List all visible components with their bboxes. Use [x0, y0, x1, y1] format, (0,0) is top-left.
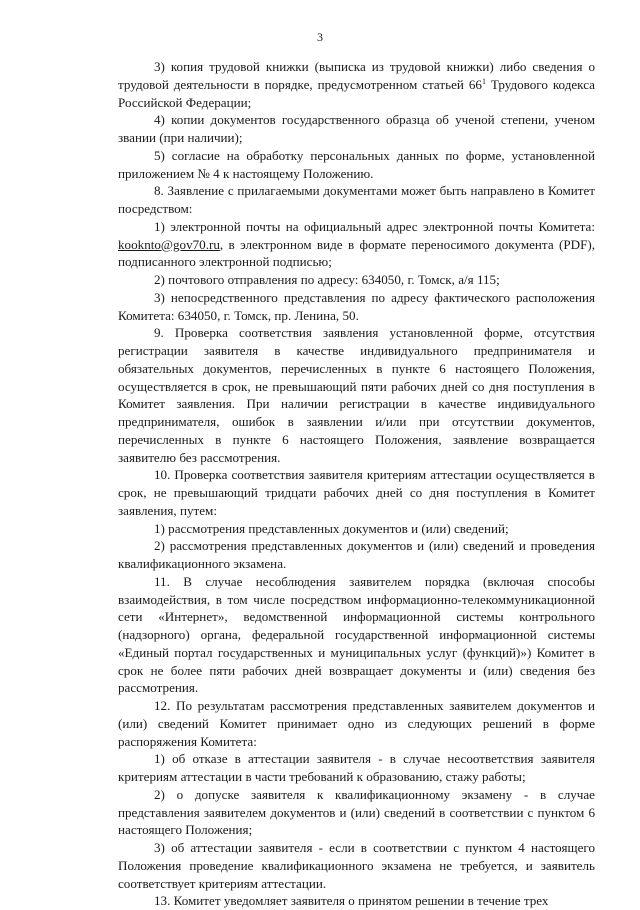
paragraph-p2 [118, 111, 595, 147]
paragraph-p11 [118, 537, 595, 573]
paragraph-p5 [118, 218, 595, 271]
paragraph-text: 1) электронной почты на официальный адрес электронной почты Комитета: [154, 218, 595, 234]
paragraph-p16 [118, 839, 595, 892]
paragraph-p8 [118, 324, 595, 466]
paragraph-p4 [118, 182, 595, 218]
paragraph-text: 1) об отказе в аттестации заявителя - в случае несоответствия заявителя критериям аттестации в части требований к образованию, стажу работы; [118, 751, 595, 784]
paragraph-text: 2) о допуске заявителя к квалификационному экзамену - в случае представления заявителем документов и (или) сведений в соответствии с пунктом 6 настоящего Положения; [118, 786, 595, 838]
paragraph-p9 [118, 466, 595, 519]
paragraph-p17 [118, 892, 595, 910]
paragraph-p10 [118, 520, 595, 538]
paragraph-p12 [118, 573, 595, 697]
footnote-superscript: 1 [481, 76, 486, 86]
paragraph-text: 2) почтового отправления по адресу: 634050, г. Томск, а/я 115; [154, 272, 500, 287]
paragraph-p6 [118, 271, 595, 289]
paragraph-p7 [118, 289, 595, 325]
paragraph-text: 13. Комитет уведомляет заявителя о принятом решении в течение трех [154, 893, 549, 909]
paragraph-text: 10. Проверка соответствия заявителя критериям аттестации осуществляется в срок, не превышающий тридцати рабочих дней со дня поступления в Комитет заявления, путем: [118, 467, 595, 518]
paragraph-text: 12. По результатам рассмотрения представленных заявителем документов и (или) сведений Комитет принимает одно из следующих решений в форме распоряжения Комитета: [118, 698, 595, 749]
paragraph-text: 3) копия трудовой книжки (выписка из трудовой книжки) либо сведения о трудовой деятельности в порядке, предусмотренном статьей 66 [118, 59, 595, 92]
paragraph-text: , в электронном виде в формате переносимого документа (PDF), подписанного электронной подписью; [118, 236, 595, 270]
paragraph-text: 3) об аттестации заявителя - если в соответствии с пунктом 4 настоящего Положения проведение квалификационного экзамена не требуется, и заявитель соответствует критериям аттестации. [118, 840, 595, 891]
paragraph-p15 [118, 786, 595, 839]
paragraph-text: Трудового кодекса Российской Федерации; [118, 76, 595, 110]
paragraph-p13 [118, 697, 595, 750]
paragraph-text: 9. Проверка соответствия заявления установленной форме, отсутствия регистрации заявителя в качестве индивидуального предпринимателя и обязательных документов, перечисленных в пункте 6 настоящего Положения, осуществляется в срок, не превышающий пяти рабочих дней со дня поступления в Комитет заявления. При наличии регистрации в качестве индивидуального предпринимателя, ошибок в заявлении и/или при отсутствии документов, перечисленных в пункте 6 настоящего Положения, заявление возвращается заявителю без рассмотрения. [118, 325, 595, 465]
email-link[interactable]: kooknto@gov70.ru [118, 236, 220, 252]
paragraph-p14 [118, 750, 595, 786]
paragraph-text: 1) рассмотрения представленных документов и (или) сведений; [154, 520, 509, 536]
paragraph-text: 4) копии документов государственного образца об ученой степени, ученом звании (при наличии); [118, 112, 595, 145]
paragraph-text: 5) согласие на обработку персональных данных по форме, установленной приложением № 4 к настоящему Положению. [118, 147, 595, 181]
paragraph-text: 11. В случае несоблюдения заявителем порядка (включая способы взаимодействия, в том числе посредством информационно-телекоммуникационной сети «Интернет», ведомственной информационной системы контрольного (надзорного) органа, федеральной государственной информационной системы «Единый портал государственных и муниципальных услуг (функций)») Комитет в срок не более пяти рабочих дней возвращает документы и (или) сведения без рассмотрения. [118, 573, 595, 696]
document-body [118, 58, 595, 910]
page-number: 3 [317, 30, 323, 44]
paragraph-text: 8. Заявление с прилагаемыми документами может быть направлено в Комитет посредством: [118, 183, 595, 216]
paragraph-text: 3) непосредственного представления по адресу фактического расположения Комитета: 634050, г. Томск, пр. Ленина, 50. [118, 289, 595, 323]
paragraph-p3 [118, 147, 595, 183]
paragraph-p1 [118, 58, 595, 111]
paragraph-text: 2) рассмотрения представленных документов и (или) сведений и проведения квалификационного экзамена. [118, 538, 595, 571]
